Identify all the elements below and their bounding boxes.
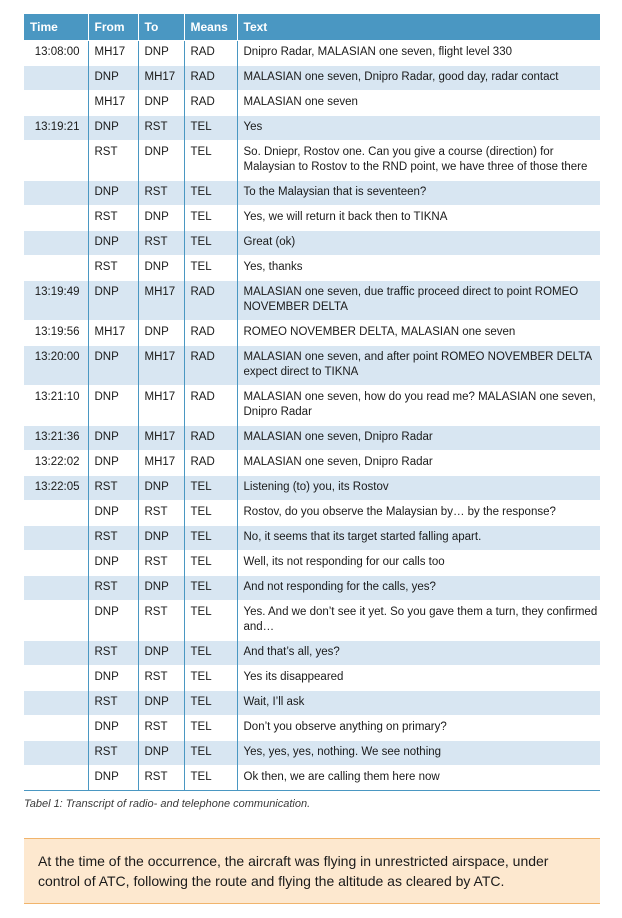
time-cell [24,666,88,691]
to-cell: DNP [138,141,184,181]
table-row [24,551,600,576]
from-cell: DNP [88,281,138,321]
table-row [24,231,600,256]
from-cell: RST [88,476,138,501]
to-cell: RST [138,666,184,691]
from-cell: RST [88,641,138,666]
means-cell: TEL [184,181,237,206]
text-cell: And that’s all, yes? [237,641,600,666]
means-cell: TEL [184,476,237,501]
from-cell: DNP [88,501,138,526]
table-row [24,666,600,691]
from-cell: DNP [88,766,138,791]
column-header-means: Means [184,14,237,41]
text-cell: Yes, thanks [237,256,600,281]
time-cell [24,206,88,231]
text-cell: MALASIAN one seven, how do you read me? MALASIAN one seven, Dnipro Radar [237,386,600,426]
means-cell: RAD [184,41,237,66]
from-cell: MH17 [88,321,138,346]
time-cell: 13:19:56 [24,321,88,346]
info-box-text: At the time of the occurrence, the aircraft was flying in unrestricted airspace, under control of ATC, following the route and flying the altitude as cleared by ATC. [38,853,549,889]
table-row [24,741,600,766]
to-cell: DNP [138,321,184,346]
time-cell [24,691,88,716]
means-cell: RAD [184,451,237,476]
to-cell: RST [138,181,184,206]
from-cell: DNP [88,551,138,576]
table-row [24,386,600,426]
to-cell: DNP [138,476,184,501]
means-cell: RAD [184,281,237,321]
table-row [24,256,600,281]
to-cell: MH17 [138,386,184,426]
text-cell: Ok then, we are calling them here now [237,766,600,791]
from-cell: DNP [88,386,138,426]
text-cell: And not responding for the calls, yes? [237,576,600,601]
from-cell: DNP [88,451,138,476]
means-cell: TEL [184,576,237,601]
from-cell: DNP [88,426,138,451]
table-row [24,41,600,66]
from-cell: DNP [88,66,138,91]
table-row [24,476,600,501]
to-cell: DNP [138,41,184,66]
text-cell: Yes its disappeared [237,666,600,691]
means-cell: RAD [184,346,237,386]
from-cell: RST [88,691,138,716]
to-cell: RST [138,116,184,141]
from-cell: DNP [88,716,138,741]
from-cell: MH17 [88,91,138,116]
from-cell: RST [88,576,138,601]
means-cell: RAD [184,386,237,426]
table-row [24,691,600,716]
time-cell: 13:21:36 [24,426,88,451]
means-cell: RAD [184,426,237,451]
transcript-table [24,14,600,791]
time-cell [24,641,88,666]
to-cell: DNP [138,641,184,666]
means-cell: TEL [184,691,237,716]
table-row [24,501,600,526]
to-cell: DNP [138,526,184,551]
table-header [24,14,600,41]
means-cell: TEL [184,716,237,741]
time-cell: 13:08:00 [24,41,88,66]
time-cell [24,551,88,576]
table-row [24,321,600,346]
table-row [24,281,600,321]
table-row [24,451,600,476]
from-cell: DNP [88,231,138,256]
to-cell: MH17 [138,281,184,321]
time-cell [24,741,88,766]
to-cell: MH17 [138,346,184,386]
means-cell: TEL [184,666,237,691]
from-cell: DNP [88,181,138,206]
to-cell: DNP [138,206,184,231]
text-cell: MALASIAN one seven, Dnipro Radar [237,426,600,451]
from-cell: RST [88,141,138,181]
to-cell: DNP [138,741,184,766]
means-cell: TEL [184,601,237,641]
time-cell: 13:19:21 [24,116,88,141]
text-cell: Dnipro Radar, MALASIAN one seven, flight level 330 [237,41,600,66]
means-cell: RAD [184,321,237,346]
column-header-text: Text [237,14,600,41]
means-cell: RAD [184,91,237,116]
table-row [24,346,600,386]
time-cell [24,766,88,791]
time-cell [24,526,88,551]
to-cell: RST [138,766,184,791]
text-cell: Well, its not responding for our calls too [237,551,600,576]
means-cell: TEL [184,231,237,256]
text-cell: Yes, yes, yes, nothing. We see nothing [237,741,600,766]
table-row [24,181,600,206]
table-row [24,601,600,641]
to-cell: DNP [138,256,184,281]
time-cell [24,501,88,526]
from-cell: RST [88,741,138,766]
means-cell: TEL [184,256,237,281]
transcript-section [24,14,600,810]
table-row [24,716,600,741]
to-cell: MH17 [138,426,184,451]
to-cell: RST [138,231,184,256]
table-row [24,526,600,551]
to-cell: MH17 [138,451,184,476]
means-cell: TEL [184,116,237,141]
from-cell: DNP [88,666,138,691]
time-cell [24,256,88,281]
column-header-from: From [88,14,138,41]
text-cell: Yes, we will return it back then to TIKNA [237,206,600,231]
time-cell [24,716,88,741]
from-cell: RST [88,256,138,281]
time-cell: 13:21:10 [24,386,88,426]
table-body [24,41,600,791]
to-cell: DNP [138,91,184,116]
text-cell: Yes [237,116,600,141]
means-cell: TEL [184,206,237,231]
text-cell: So. Dniepr, Rostov one. Can you give a course (direction) for Malaysian to Rostov to the RND point, we have three of those there [237,141,600,181]
to-cell: RST [138,601,184,641]
means-cell: TEL [184,526,237,551]
time-cell [24,576,88,601]
means-cell: TEL [184,551,237,576]
means-cell: TEL [184,501,237,526]
means-cell: TEL [184,766,237,791]
time-cell [24,141,88,181]
time-cell [24,231,88,256]
table-row [24,116,600,141]
means-cell: TEL [184,641,237,666]
means-cell: TEL [184,741,237,766]
time-cell: 13:22:02 [24,451,88,476]
table-row [24,576,600,601]
header-row [24,14,600,41]
column-header-to: To [138,14,184,41]
time-cell: 13:19:49 [24,281,88,321]
text-cell: Rostov, do you observe the Malaysian by… by the response? [237,501,600,526]
table-row [24,426,600,451]
text-cell: MALASIAN one seven, and after point ROMEO NOVEMBER DELTA expect direct to TIKNA [237,346,600,386]
to-cell: MH17 [138,66,184,91]
text-cell: ROMEO NOVEMBER DELTA, MALASIAN one seven [237,321,600,346]
text-cell: MALASIAN one seven [237,91,600,116]
text-cell: MALASIAN one seven, Dnipro Radar, good day, radar contact [237,66,600,91]
from-cell: DNP [88,601,138,641]
table-row [24,66,600,91]
table-row [24,141,600,181]
text-cell: Wait, I’ll ask [237,691,600,716]
to-cell: RST [138,551,184,576]
time-cell: 13:22:05 [24,476,88,501]
from-cell: RST [88,526,138,551]
text-cell: MALASIAN one seven, Dnipro Radar [237,451,600,476]
from-cell: MH17 [88,41,138,66]
table-row [24,641,600,666]
means-cell: TEL [184,141,237,181]
time-cell [24,181,88,206]
text-cell: Don’t you observe anything on primary? [237,716,600,741]
to-cell: RST [138,501,184,526]
text-cell: No, it seems that its target started falling apart. [237,526,600,551]
time-cell: 13:20:00 [24,346,88,386]
text-cell: Yes. And we don’t see it yet. So you gave them a turn, they confirmed and… [237,601,600,641]
to-cell: RST [138,716,184,741]
text-cell: Listening (to) you, its Rostov [237,476,600,501]
text-cell: MALASIAN one seven, due traffic proceed direct to point ROMEO NOVEMBER DELTA [237,281,600,321]
info-box [24,838,600,904]
text-cell: To the Malaysian that is seventeen? [237,181,600,206]
from-cell: DNP [88,116,138,141]
text-cell: Great (ok) [237,231,600,256]
table-row [24,206,600,231]
time-cell [24,66,88,91]
time-cell [24,91,88,116]
means-cell: RAD [184,66,237,91]
from-cell: DNP [88,346,138,386]
time-cell [24,601,88,641]
table-caption: Tabel 1: Transcript of radio- and telephone communication. [24,798,311,810]
column-header-time: Time [24,14,88,41]
to-cell: DNP [138,691,184,716]
from-cell: RST [88,206,138,231]
table-row [24,766,600,791]
table-row [24,91,600,116]
to-cell: DNP [138,576,184,601]
